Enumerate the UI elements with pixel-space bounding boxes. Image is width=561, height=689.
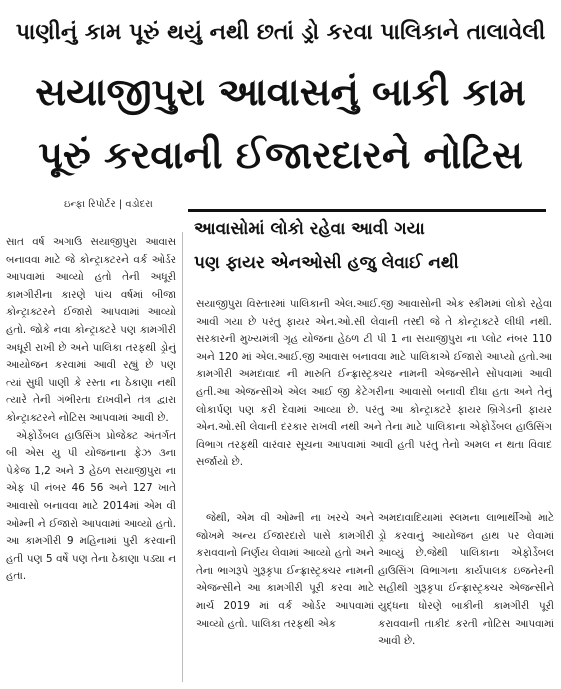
bottom-column-2 — [378, 510, 554, 682]
wide-paragraph: સયાજીપુરા વિસ્તારમાં પાલિકાની એલ.આઈ.જી આવાસોની એક સ્કીમમાં લોકો રહેવા આવી ગયા છે પરંતુ ફાયર એન.ઓ.સી લેવાની તસ્દી જે તે કોન્ટ્રાક્ટરે લીધી નથી. સરકારની મુખ્યમંત્રી ગૃહ યોજના હેઠળ ટી પી 1 ના સયાજીપુરા ના પ્લોટ નંબર 110 અને 120 માં એલ.આઈ.જી આવાસ બનાવવા માટે પાલિકાએ ઈજારો આપ્યો હતો.આ કામગીરી અમદાવાદ ની મારુતિ ઈન્ફ્રાસ્ટ્રક્ચર નામની એજન્સીને સોંપવામાં આવી હતી.આ એજન્સીએ એલ આઈ જી કેટેગરીના આવાસો બનાવી દીધા હતા અને તેનું લોકાર્પણ પણ કરી દેવામાં આવ્યા છે. પરંતુ આ કોન્ટ્રાક્ટરે ફાયર બ્રિગેડની ફાયર એન.ઓ.સી લેવાની દરકાર રાખવી નથી અને તેના માટે પાલિકાના એફોર્ડેબલ હાઉસિંગ વિભાગ તરફથી વારંવાર સૂચના આપવામાં આવી હતી પરંતુ તેનો અમલ ન થતા વિવાદ સર્જાયો છે. — [196, 298, 552, 469]
left-column — [6, 234, 176, 680]
kicker-headline: પાણીનું કામ પૂરું થયું નથી છતાં ડ્રો કરવા પાલિકાને તાલાવેલી — [15, 20, 546, 45]
subhead-line-1: આવાસોમાં લોકો રહેવા આવી ગયા — [194, 219, 425, 239]
main-headline-line-1: સયાજીપુરા આવાસનું બાકી કામ — [35, 70, 526, 114]
left-paragraph-2: એફોર્ડેબલ હાઉસિંગ પ્રોજેક્ટ અંતર્ગત બી એસ યુ પી યોજનાના ફેઝ ૩ના પેકેજ 1,2 અને 3 હેઠળ સયાજીપુરા ના એફ પી નંબર 46 56 અને 127 ખાતે આવાસો બનાવવા માટે 2014માં એમ વી ઓમ્ની ને ઈજારો આપવામાં આવ્યો હતો. આ કામગીરી 9 મહિનામાં પુરી કરવાની હતી પણ 5 વર્ષે પણ તેના ઠેકાણા પડ્યા ન હતા. — [6, 429, 176, 583]
wide-column — [196, 296, 552, 508]
subhead-box — [188, 209, 546, 294]
left-paragraph-1: સાત વર્ષ અગાઉ સયાજીપુરા આવાસ બનાવવા માટે જે કોન્ટ્રાક્ટરને વર્ક ઓર્ડર આપવામાં આવ્યો હતો તેની અધૂરી કામગીરીના કારણે પાંચ વર્ષમાં બીજા કોન્ટ્રાક્ટરને ઈજારો આપવામાં આવ્યો હતો. જોકે નવા કોન્ટ્રાક્ટરે પણ કામગીરી અધૂરી રાખી છે અને પાલિકા તરફથી ડ્રોનું આયોજન કરવામાં આવી રહ્યું છે પણ ત્યાં સુધી પાણી કે રસ્તા ના ઠેકાણા નથી ત્યારે તેની ગંભીરતા દાખવીને તંત્ર દ્વારા કોન્ટ્રાક્ટરને નોટિસ આપવામાં આવી છે. — [6, 236, 176, 424]
column-divider — [182, 232, 183, 682]
main-headline-line-2: પૂરું કરવાની ઈજારદારને નોટિસ — [38, 133, 523, 177]
bottom-paragraph-1: જેથી, એમ વી ઓમ્ની ના ખરચે અને જોખમે અન્ય ઈજારદારો પાસે કામગીરી કરાવવાનો નિર્ણય લેવામાં આવ્યો હતો અને તેના ભાગરૂપે ગુરૂકૃપા ઈન્ફ્રાસ્ટ્રક્ચર નામની એજન્સીને આ કામગીરી પૂરી કરવા માટે માર્ચ 2019 માં વર્ક ઓર્ડર આપવામાં આવ્યો હતો. પાલિકા તરફથી એક — [196, 512, 374, 630]
byline: ઇન્ફા રિપોર્ટર | વડોદરા — [64, 199, 153, 210]
bottom-column-1 — [196, 510, 374, 682]
subhead-line-2: પણ ફાયર એનઓસી હજુ લેવાઈ નથી — [194, 253, 459, 273]
bottom-paragraph-2: અમદાવાદિયામાં સ્લમના લાભાર્થીઓ માટે ડ્રો કરવાનું આયોજન હાથ પર લેવામાં આવ્યું છે.જેથી પાલિકાના એફોર્ડેબલ હાઉસિંગ વિભાગના કાર્યપાલક ઇજનેરની સહીથી ગુરૂકૃપા ઈન્ફ્રાસ્ટ્રક્ચર એજન્સીને યુદ્ધના ધોરણે બાકીની કામગીરી પૂરી કરાવવાની તાકીદ કરતી નોટિસ આપવામાં આવી છે. — [378, 512, 554, 648]
